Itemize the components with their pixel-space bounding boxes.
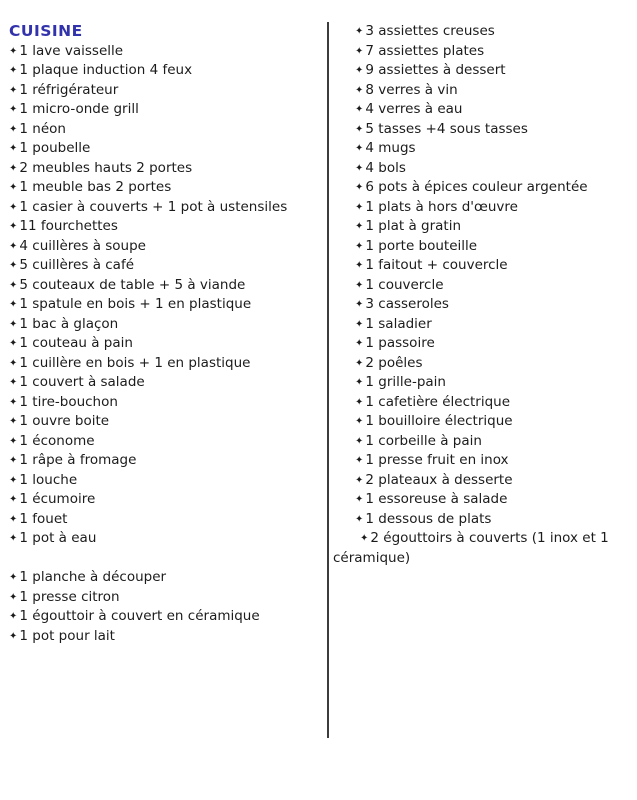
item-text: 3 assiettes creuses [365, 23, 495, 39]
diamond-bullet-icon: ✦ [355, 455, 364, 466]
diamond-bullet-icon: ✦ [355, 240, 364, 252]
item-text: 1 plats à hors d'œuvre [365, 198, 518, 215]
item-text: 8 verres à vin [365, 81, 458, 98]
item-text: 4 cuillères à soupe [19, 237, 146, 254]
item-text: 4 bols [365, 159, 406, 176]
list-item [9, 373, 321, 393]
list-item [9, 61, 321, 81]
item-text: 1 cuillère en bois + 1 en plastique [19, 354, 251, 371]
item-text: 1 saladier [365, 315, 432, 332]
item-text: 9 assiettes à dessert [365, 62, 506, 78]
item-text: 1 bouilloire électrique [365, 413, 513, 429]
list-item [9, 334, 321, 354]
diamond-bullet-icon: ✦ [9, 474, 18, 486]
diamond-bullet-icon: ✦ [355, 338, 364, 349]
item-text: 1 néon [19, 120, 66, 137]
diamond-bullet-icon: ✦ [360, 533, 369, 544]
diamond-bullet-icon: ✦ [9, 65, 18, 76]
list-item [9, 139, 321, 159]
list-item [333, 373, 633, 393]
item-text: 1 porte bouteille [365, 237, 478, 254]
item-text: 4 mugs [365, 140, 416, 156]
item-text: 1 cafetière électrique [365, 393, 511, 410]
diamond-bullet-icon: ✦ [9, 630, 18, 642]
list-item [333, 412, 633, 432]
item-text: 1 pot à eau [19, 530, 97, 546]
item-text: 3 casseroles [365, 296, 449, 312]
diamond-bullet-icon: ✦ [355, 416, 364, 427]
item-text: 5 cuillères à café [19, 257, 135, 273]
diamond-bullet-icon: ✦ [9, 572, 18, 583]
diamond-bullet-icon: ✦ [355, 104, 364, 115]
list-item [9, 217, 321, 237]
diamond-bullet-icon: ✦ [355, 84, 364, 96]
item-text: 1 spatule en bois + 1 en plastique [19, 296, 252, 312]
list-item [9, 354, 321, 374]
list-item [333, 100, 633, 120]
list-item [333, 159, 633, 179]
diamond-bullet-icon: ✦ [9, 357, 18, 369]
list-item [9, 471, 321, 491]
list-item [333, 315, 633, 335]
diamond-bullet-icon: ✦ [9, 240, 18, 252]
list-item [9, 607, 321, 627]
diamond-bullet-icon: ✦ [9, 318, 18, 330]
right-item-list [333, 22, 633, 568]
diamond-bullet-icon: ✦ [355, 45, 364, 57]
diamond-bullet-icon: ✦ [355, 143, 364, 154]
list-item [9, 393, 321, 413]
item-text: 1 grille-pain [365, 374, 446, 390]
item-text: 1 fouet [19, 510, 68, 527]
list-item [9, 159, 321, 179]
list-item [333, 529, 633, 568]
list-item [9, 276, 321, 296]
diamond-bullet-icon: ✦ [355, 65, 364, 76]
diamond-bullet-icon: ✦ [9, 84, 18, 96]
list-item [9, 120, 321, 140]
item-text: 1 égouttoir à couvert en céramique [19, 608, 260, 624]
list-item [333, 61, 633, 81]
diamond-bullet-icon: ✦ [355, 318, 364, 330]
right-column [329, 0, 637, 800]
item-text: 2 plateaux à desserte [365, 471, 513, 488]
diamond-bullet-icon: ✦ [9, 279, 18, 291]
item-text: 1 dessous de plats [365, 510, 492, 527]
diamond-bullet-icon: ✦ [9, 104, 18, 115]
list-item [333, 178, 633, 198]
list-item [333, 198, 633, 218]
list-item [333, 295, 633, 315]
diamond-bullet-icon: ✦ [9, 182, 18, 193]
list-item [9, 42, 321, 62]
list-item [9, 588, 321, 608]
diamond-bullet-icon: ✦ [9, 435, 18, 447]
diamond-bullet-icon: ✦ [355, 357, 364, 369]
item-text: 1 passoire [365, 335, 435, 351]
item-text: 1 planche à découper [19, 569, 167, 585]
diamond-bullet-icon: ✦ [355, 26, 364, 37]
list-item [333, 393, 633, 413]
item-text: 2 meubles hauts 2 portes [19, 159, 193, 176]
list-item [9, 178, 321, 198]
item-text: 1 corbeille à pain [365, 432, 482, 449]
diamond-bullet-icon: ✦ [355, 182, 364, 193]
item-text: 1 couvert à salade [19, 374, 145, 390]
list-item [333, 237, 633, 257]
list-item [9, 412, 321, 432]
item-text: 7 assiettes plates [365, 42, 485, 59]
list-item [333, 256, 633, 276]
item-text: 1 louche [19, 471, 78, 488]
list-item [9, 81, 321, 101]
diamond-bullet-icon: ✦ [9, 162, 18, 174]
list-item [333, 42, 633, 62]
diamond-bullet-icon: ✦ [355, 377, 364, 388]
list-item [333, 334, 633, 354]
item-text: 1 couteau à pain [19, 335, 133, 351]
list-item [333, 354, 633, 374]
diamond-bullet-icon: ✦ [9, 396, 18, 408]
item-text: 1 tire-bouchon [19, 393, 118, 410]
item-text: 1 faitout + couvercle [365, 257, 508, 273]
item-text: 5 couteaux de table + 5 à viande [19, 276, 246, 293]
diamond-bullet-icon: ✦ [355, 494, 364, 505]
item-text: 11 fourchettes [19, 218, 118, 234]
list-item [333, 22, 633, 42]
left-item-list [9, 42, 321, 647]
list-item [333, 490, 633, 510]
diamond-bullet-icon: ✦ [355, 162, 364, 174]
list-item [9, 198, 321, 218]
list-item [9, 627, 321, 647]
diamond-bullet-icon: ✦ [355, 513, 364, 525]
list-item [333, 217, 633, 237]
diamond-bullet-icon: ✦ [9, 513, 18, 525]
item-text: 1 presse fruit en inox [365, 452, 509, 468]
diamond-bullet-icon: ✦ [9, 533, 18, 544]
diamond-bullet-icon: ✦ [9, 201, 18, 213]
item-text: 1 casier à couverts + 1 pot à ustensiles [19, 198, 288, 215]
list-item [9, 432, 321, 452]
item-text: 1 bac à glaçon [19, 315, 119, 332]
item-text: 1 poubelle [19, 140, 91, 156]
list-item [9, 237, 321, 257]
list-item [333, 510, 633, 530]
list-item [333, 120, 633, 140]
list-item [333, 471, 633, 491]
item-text: 2 égouttoirs à couverts (1 inox et 1 [370, 530, 609, 546]
item-text: 1 micro-onde grill [19, 101, 139, 117]
list-item [9, 529, 321, 549]
list-item [333, 276, 633, 296]
item-text: 6 pots à épices couleur argentée [365, 179, 588, 195]
item-text: 5 tasses +4 sous tasses [365, 120, 528, 137]
diamond-bullet-icon: ✦ [355, 396, 364, 408]
list-item [9, 451, 321, 471]
item-text: 1 économe [19, 432, 95, 449]
diamond-bullet-icon: ✦ [9, 455, 18, 466]
diamond-bullet-icon: ✦ [355, 123, 364, 135]
item-text: 1 plat à gratin [365, 218, 462, 234]
diamond-bullet-icon: ✦ [355, 221, 364, 232]
diamond-bullet-icon: ✦ [9, 260, 18, 271]
item-text: 1 râpe à fromage [19, 452, 137, 468]
list-item [9, 295, 321, 315]
diamond-bullet-icon: ✦ [355, 299, 364, 310]
diamond-bullet-icon: ✦ [355, 260, 364, 271]
diamond-bullet-icon: ✦ [9, 338, 18, 349]
item-text: 4 verres à eau [365, 101, 463, 117]
item-text: 2 poêles [365, 354, 423, 371]
item-text: 1 réfrigérateur [19, 81, 119, 98]
list-item [9, 256, 321, 276]
diamond-bullet-icon: ✦ [9, 591, 18, 603]
diamond-bullet-icon: ✦ [9, 416, 18, 427]
item-text: 1 lave vaisselle [19, 42, 124, 59]
item-text-wrap: céramique) [333, 549, 411, 566]
list-item [9, 315, 321, 335]
list-item [333, 451, 633, 471]
diamond-bullet-icon: ✦ [9, 221, 18, 232]
diamond-bullet-icon: ✦ [9, 143, 18, 154]
list-item [9, 490, 321, 510]
diamond-bullet-icon: ✦ [9, 611, 18, 622]
list-item [9, 568, 321, 588]
diamond-bullet-icon: ✦ [9, 494, 18, 505]
item-text: 1 écumoire [19, 491, 96, 507]
item-text: 1 meuble bas 2 portes [19, 179, 172, 195]
list-item [9, 510, 321, 530]
item-text: 1 couvercle [365, 276, 444, 293]
diamond-bullet-icon: ✦ [355, 279, 364, 291]
diamond-bullet-icon: ✦ [355, 201, 364, 213]
diamond-bullet-icon: ✦ [355, 435, 364, 447]
list-item [333, 139, 633, 159]
list-item [333, 432, 633, 452]
list-item [9, 100, 321, 120]
item-text: 1 ouvre boite [19, 413, 110, 429]
diamond-bullet-icon: ✦ [355, 474, 364, 486]
item-text: 1 plaque induction 4 feux [19, 62, 193, 78]
diamond-bullet-icon: ✦ [9, 123, 18, 135]
diamond-bullet-icon: ✦ [9, 299, 18, 310]
list-item [333, 81, 633, 101]
page-title: CUISINE [9, 22, 83, 40]
item-text: 1 essoreuse à salade [365, 491, 508, 507]
item-text: 1 presse citron [19, 588, 120, 605]
item-text: 1 pot pour lait [19, 627, 115, 644]
diamond-bullet-icon: ✦ [9, 45, 18, 57]
diamond-bullet-icon: ✦ [9, 377, 18, 388]
